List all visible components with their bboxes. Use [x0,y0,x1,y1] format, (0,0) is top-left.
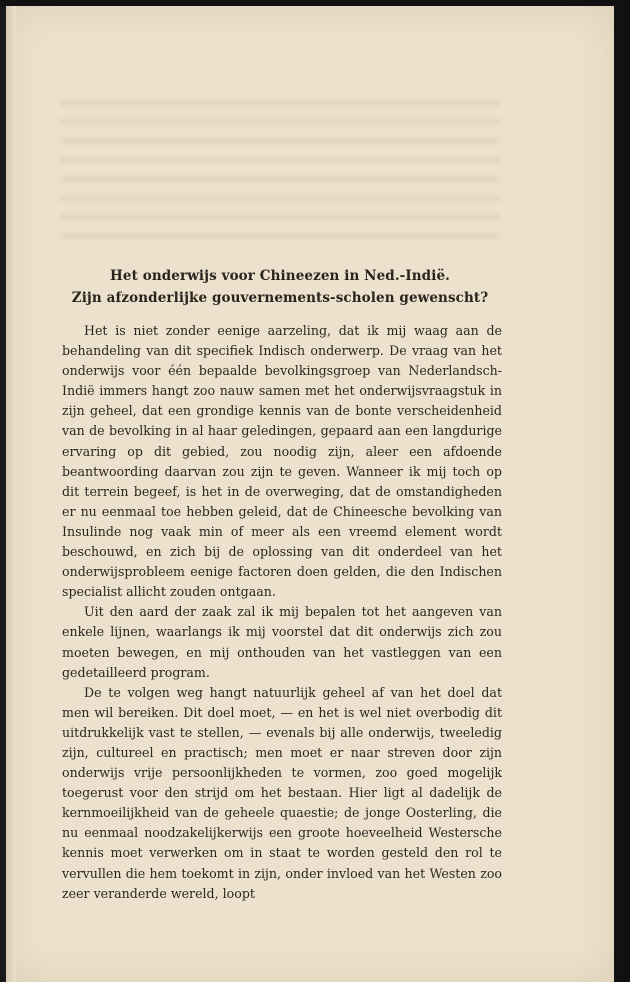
article-subtitle: Zijn afzonderlijke gouvernements-scholen gewenscht? [71,290,489,306]
article-body [62,321,502,904]
scan-border-right [614,0,630,982]
paragraph-3: De te volgen weg hangt natuurlijk geheel af van het doel dat men wil bereiken. Dit doel moet, — en het is wel niet overbodig dit uitdrukkelijk vast te stellen, — evenals bij alle onderwijs, tweeledig zijn, cultureel en practisch; men moet er naar streven door zijn onderwijs vrije persoonlijkheden te vormen, zoo goed mogelijk toegerust voor den strijd om het bestaan. Hier ligt al dadelijk de kernmoeilijkheid van de geheele quaestie; de jonge Oosterling, die nu eenmaal noodzakelijkerwijs een groote hoeveelheid Westersche kennis moet verwerken om in staat te worden gesteld den rol te vervullen die hem toekomt in zijn, onder invloed van het Westen zoo zeer veranderde wereld, loopt [62,684,502,901]
paragraph-1: Het is niet zonder eenige aarzeling, dat ik mij waag aan de behandeling van dit specifiek Indisch onderwerp. De vraag van het onderwijs voor één bepaalde bevolkingsgroep van Nederlandsch-Indië immers hangt zoo nauw samen met het onderwijsvraagstuk in zijn geheel, dat een grondige kennis van de bonte verscheidenheid van de bevolking in al haar geledingen, gepaard aan een langdurige ervaring op dit gebied, zou noodig zijn, aleer een afdoende beantwoording daarvan zou zijn te geven. Wanneer ik mij toch op dit terrein begeef, is het in de overweging, dat de omstandigheden er nu eenmaal toe hebben geleid, dat de Chineesche bevolking van Insulinde nog vaak min of meer als een vreemd element wordt beschouwd, en zich bij de oplossing van dit onderdeel van het onderwijsprobleem eenige factoren doen gelden, die den Indischen specialist allicht zouden ontgaan. [62,323,502,600]
article-title: Het onderwijs voor Chineezen in Ned.-Indië. [110,268,450,284]
bleed-through-text [60,100,500,240]
page-spine-shadow [6,6,16,982]
paragraph-2: Uit den aard der zaak zal ik mij bepalen tot het aangeven van enkele lijnen, waarlangs ik mij voorstel dat dit onderwijs zich zou moeten bewegen, en mij onthouden van het vastleggen van een gedetailleerd program. [62,604,502,680]
